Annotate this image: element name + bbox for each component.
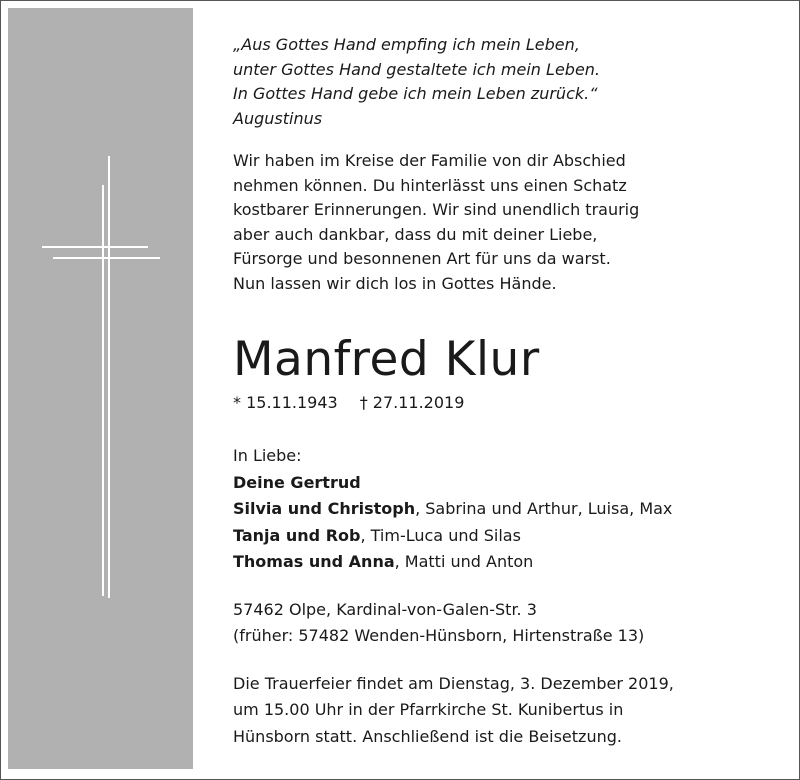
deceased-name: Manfred Klur: [233, 332, 540, 387]
cross-icon: [8, 8, 193, 769]
quote-line: „Aus Gottes Hand empfing ich mein Leben,: [233, 35, 580, 54]
quote-line: In Gottes Hand gebe ich mein Leben zurück.“: [233, 84, 598, 103]
mourner-primary: Thomas und Anna: [233, 552, 395, 571]
message-line: kostbarer Erinnerungen. Wir sind unendlich traurig: [233, 200, 640, 219]
message-line: Fürsorge und besonnenen Art für uns da warst.: [233, 249, 611, 268]
mourner-row: [233, 470, 773, 497]
service-info: [233, 671, 773, 751]
quote-author: Augustinus: [233, 108, 323, 128]
message-line: Wir haben im Kreise der Familie von dir Abschied: [233, 151, 626, 170]
message-line: Nun lassen wir dich los in Gottes Hände.: [233, 273, 557, 293]
message-line: nehmen können. Du hinterlässt uns einen Schatz: [233, 175, 627, 195]
obituary-content: [233, 33, 773, 750]
current-address: 57462 Olpe, Kardinal-von-Galen-Str. 3: [233, 599, 537, 619]
message-line: aber auch dankbar, dass du mit deiner Liebe,: [233, 224, 598, 244]
former-address: (früher: 57482 Wenden-Hünsborn, Hirtenstraße 13): [233, 626, 645, 645]
quote: [233, 33, 773, 131]
service-line: Hünsborn statt. Anschließend ist die Beisetzung.: [233, 726, 622, 746]
mourner-primary: Tanja und Rob: [233, 525, 361, 545]
mourner-primary: Silvia und Christoph: [233, 499, 416, 518]
mourner-primary: Deine Gertrud: [233, 472, 361, 492]
mourner-others: , Tim-Luca und Silas: [360, 525, 521, 545]
quote-line: unter Gottes Hand gestaltete ich mein Leben.: [233, 59, 601, 79]
mourner-row: [233, 496, 773, 523]
farewell-message: [233, 149, 773, 296]
life-dates: [233, 393, 773, 412]
mourner-row: [233, 549, 773, 576]
address-block: [233, 597, 773, 650]
service-line: Die Trauerfeier findet am Dienstag, 3. Dezember 2019,: [233, 673, 674, 693]
sidebar-panel: [8, 8, 193, 769]
birth-date: * 15.11.1943: [233, 393, 338, 412]
mourner-others: , Matti und Anton: [394, 552, 534, 571]
death-date: † 27.11.2019: [359, 393, 465, 412]
mourner-row: [233, 523, 773, 550]
mourners-intro: In Liebe:: [233, 446, 302, 465]
mourners-list: [233, 443, 773, 576]
mourner-others: , Sabrina und Arthur, Luisa, Max: [415, 499, 673, 518]
service-line: um 15.00 Uhr in der Pfarrkirche St. Kunibertus in: [233, 700, 624, 719]
